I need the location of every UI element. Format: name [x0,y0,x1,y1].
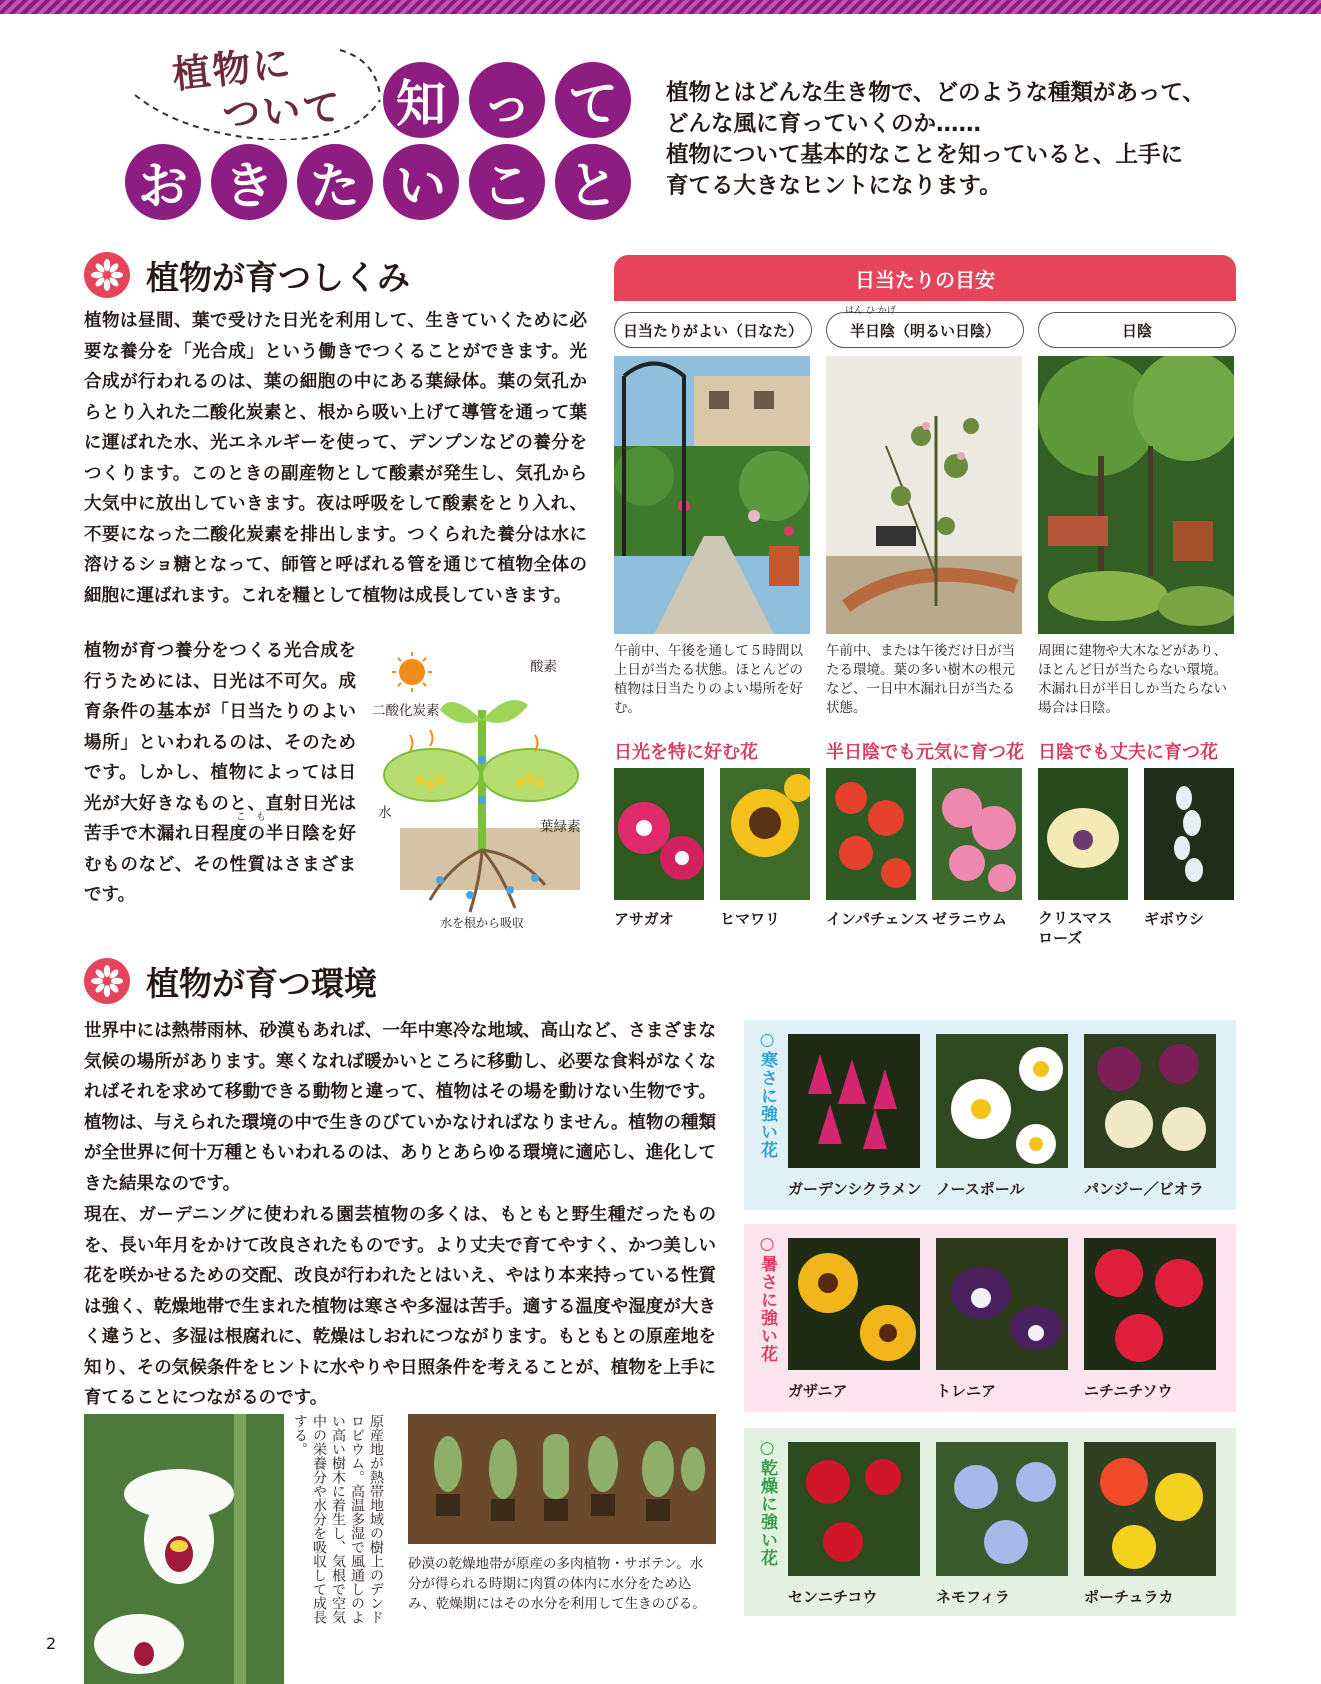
flower-name: ガーデンシクラメン [788,1180,922,1198]
section2-para2: 現在、ガーデニングに使われる園芸植物の多くは、もともと野生種だったものを、長い年月をかけて改良されたものです。より丈夫で育てやすく、かつ美しい花を咲かせるための交配、改良が行われたとはいえ、やはり本来持っている性質は強く、乾燥地帯で生まれた植物は寒さや多湿は苦手。適する温度や湿度が大きく違うと、多湿は根腐れに、乾燥はしおれにつながります。もともとの原産地を知り、その気候条件をヒントに水やりや日照条件を考えることが、植物を上手に育てることにつながるのです。 [84,1205,716,1408]
sunlight-banner: 日当たりの目安 [614,255,1236,301]
photo-dendrobium [84,1414,284,1684]
ruby-handikage: はん ひ かげ [845,306,896,316]
photo-portulaca [1084,1442,1216,1576]
sun-desc: 午前中、午後を通して５時間以上日が当たる状態。ほとんどの植物は日当たりのよい場所を好む。 [614,643,803,716]
photo-nichinichisou [1084,1238,1216,1370]
dashed-swoosh [125,40,385,140]
intro-text: 植物とはどんな生き物で、どのような種類があって、 どんな風に育っていくのか…… 植物について基本的なことを知っていると、上手に 育てる大きなヒントになります。 [666,80,1205,199]
photo-giboshi [1144,768,1234,900]
photo-himawari [720,768,810,900]
photo-gomphrena [788,1442,920,1576]
flower-icon [84,252,130,298]
cold-panel-label: ○寒さに強い花 [757,1030,777,1159]
photo-halfshade-garden [826,356,1022,634]
flower-name: ヒマワリ [720,910,781,928]
ruby-komore: こ も [236,812,266,823]
photo-gazania [788,1238,920,1370]
diagram-caption: 水を根から吸収 [440,916,525,930]
photo-shade-garden [1038,356,1234,634]
flower-name: トレニア [936,1382,997,1400]
photo-geranium [932,768,1022,900]
title-circle: き [211,144,287,220]
photo-north-pole [936,1034,1068,1168]
flower-name: ギボウシ [1144,910,1205,928]
cactus-caption: 砂漠の乾燥地帯が原産の多肉植物・サボテン。水分が得られる時期に肉質の体内に水分をため込み、乾燥期にはその水分を利用して生きのびる。 [408,1556,706,1612]
photo-garden-cyclamen [788,1034,920,1168]
flower-name: ポーチュラカ [1084,1588,1174,1606]
flower-name: ニチニチソウ [1084,1382,1173,1400]
header-hand-line1: 植物に [170,40,295,98]
dry-panel-label: ○乾燥に強い花 [757,1438,777,1567]
hot-panel-label: ○暑さに強い花 [757,1234,777,1363]
label-oxygen: 酸素 [530,659,557,675]
section1-para1: 植物は昼間、葉で受けた日光を利用して、生きていくために必要な養分を「光合成」という働きでつくることができます。光合成が行われるのは、葉の細胞の中にある葉緑体。葉の気孔からとり入れた二酸化炭素と、根から吸い上げて導管を通って葉に運ばれた水、光エネルギーを使って、デンプンなどの養分をつくります。このときの副産物として酸素が発生し、気孔から大気中に放出していきます。夜は呼吸をして酸素をとり入れ、不要になった二酸化炭素を排出します。つくられた養分は水に溶けるショ糖となって、師管と呼ばれる管を通じて植物全体の細胞に運ばれます。これを糧として植物は成長していきます。 [84,311,587,606]
photo-asagao [614,768,704,900]
shade-pill: 日陰 [1038,312,1236,348]
title-circle: と [555,144,631,220]
halfshade-desc: 午前中、または午後だけ日が当たる環境。葉の多い樹木の根元など、一日中木漏れ日が当たる状態。 [826,643,1015,716]
title-circle: て [555,62,631,138]
label-water: 水 [378,805,392,821]
shade-flowers-head: 日陰でも丈夫に育つ花 [1038,742,1218,763]
photo-torenia [936,1238,1068,1370]
label-chlorophyll: 葉緑素 [540,819,581,835]
title-circle: こ [469,144,545,220]
flower-name: ノースポール [936,1180,1025,1198]
sun-pill: 日当たりがよい（日なた） [614,312,812,348]
photo-impatiens [826,768,916,900]
orchid-caption: 原産地が熱帯地域の樹上のデンドロビウム。高温多湿で風通しのよい高い樹木に着生し、気根で空気中の栄養分や水分を吸収して成長する。 [292,1414,384,1624]
title-circle: っ [469,62,545,138]
halfshade-pill: 半日陰（明るい日陰） [826,312,1024,348]
flower-name: クリスマスローズ [1038,909,1113,947]
photo-christmas-rose [1038,768,1128,900]
shade-desc: 周囲に建物や大木などがあり、ほとんど日が当たらない環境。木漏れ日が半日しか当たらない場合は日陰。 [1038,643,1227,716]
top-stripe [0,0,1321,14]
photosynthesis-diagram [370,650,590,920]
flower-name: ネモフィラ [936,1588,1010,1606]
section1-para2: 植物が育つ養分をつくる光合成を行うためには、日光は不可欠。成育条件の基本が「日当たりのよい場所」といわれるのは、そのためです。しかし、植物によっては日光が大好きなものと、直射日光は苦手で木漏れ日程度の半日陰を好むものなど、その性質はさまざまです。 [84,641,356,905]
flower-name: ゼラニウム [932,910,1007,928]
section1-title: 植物が育つしくみ [146,258,410,297]
page-number: 2 [46,1634,57,1653]
title-circle: 知 [383,62,459,138]
flower-name: ガザニア [788,1382,848,1400]
photo-pansy-viola [1084,1034,1216,1168]
photo-sunny-garden [614,356,810,634]
label-co2: 二酸化炭素 [372,703,440,719]
title-circle: た [297,144,373,220]
section2-para1: 世界中には熱帯雨林、砂漠もあれば、一年中寒冷な地域、高山など、さまざまな気候の場所があります。寒くなれば暖かいところに移動し、必要な食料がなくなればそれを求めて移動できる動物と違って、植物はその場を動けない生物です。植物は、与えられた環境の中で生きのびていかなければなりません。植物の種類が全世界に何十万種ともいわれるのは、ありとあらゆる環境に適応し、進化してきた結果なのです。 [84,1021,716,1194]
title-circle: い [383,144,459,220]
photo-nemophila [936,1442,1068,1576]
flower-name: センニチコウ [788,1588,878,1606]
section2-title: 植物が育つ環境 [146,964,377,1003]
flower-name: アサガオ [614,910,674,928]
flower-name: パンジー／ビオラ [1084,1180,1204,1198]
header-hand-line2: ついて [220,84,344,138]
sun-flowers-head: 日光を特に好む花 [614,742,758,763]
flower-icon [84,958,130,1004]
title-circle: お [125,144,201,220]
halfshade-flowers-head: 半日陰でも元気に育つ花 [826,742,1024,763]
photo-cactus [408,1414,716,1544]
flower-name: インパチェンス [826,910,930,928]
